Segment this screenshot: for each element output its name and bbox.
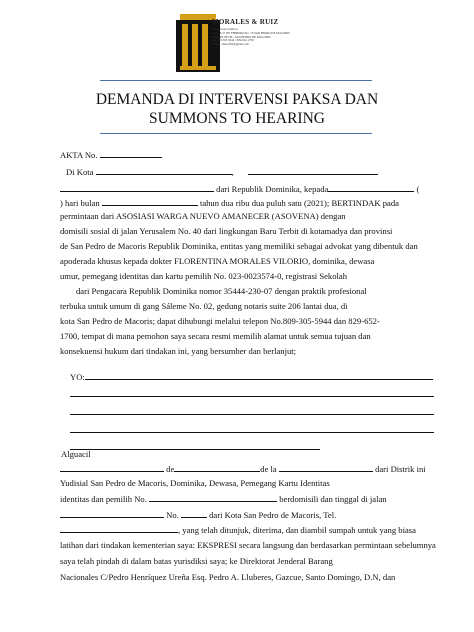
blank[interactable] (102, 197, 198, 206)
kota-blank[interactable] (96, 166, 232, 175)
paragraph-line: konsekuensi hukum dari tindakan ini, yang bersumber dan berlanjut; (60, 346, 297, 356)
di-kota-line: Di Kota , (66, 166, 378, 178)
blank-rule[interactable] (70, 414, 434, 415)
title-rule-top (100, 80, 372, 81)
blank[interactable] (328, 183, 414, 192)
title-rule-bottom (100, 133, 372, 134)
blank[interactable] (60, 463, 164, 472)
letterhead (212, 18, 332, 47)
blank-rule[interactable] (70, 396, 434, 397)
firm-name: MORALES & RUIZ (212, 18, 279, 26)
letterhead-line: Consultores Jurídicos (212, 27, 238, 31)
yo-label: YO: (70, 372, 85, 382)
blank[interactable] (279, 463, 373, 472)
street-blank[interactable] (60, 509, 164, 518)
body-line: identitas dan pemilih No. berdomisili dan tinggal di jalan (60, 494, 387, 504)
letterhead-line: TERCER NIVEL, SAN PEDRO DE MACORIS (212, 34, 271, 39)
document-title-line-2: SUMMONS TO HEARING (149, 110, 325, 127)
alguacil-label: Alguacil (61, 449, 91, 459)
letterhead-line: E-mail: abuso305@gmail.com (212, 42, 249, 47)
akta-line (60, 149, 162, 161)
di-kota-label: Di Kota (66, 167, 94, 177)
body-line: dari Republik Dominika, kepada ( (60, 183, 419, 195)
letterhead-line: Tel. 809-305-5944 / 829-652-1700 (212, 38, 254, 43)
paragraph-line: permintaan dari ASOSIASI WARGA NUEVO AMANECER (ASOVENA) dengan (60, 211, 346, 221)
paragraph-line: terbuka untuk umum di gang Sáleme No. 02, gedung notaris suite 206 lantai dua, di (60, 301, 348, 311)
letterhead-line: CALLE 27 DE FEBRERO No. 70 SAN PEDRO DE MACORIS (212, 30, 290, 35)
akta-label: AKTA No. (60, 150, 98, 160)
body-line: saya telah pindah di dalam batas yurisdiksi saya; ke Direktorat Jenderal Barang (60, 556, 333, 566)
paragraph-line: umur, pemegang identitas dan kartu pemilih No. 023-0023574-0, registrasi Sekolah (60, 271, 348, 281)
paragraph-line: dari Pengacara Republik Dominika nomor 35444-230-07 dengan praktik profesional (76, 286, 367, 296)
number-blank[interactable] (181, 509, 207, 518)
date-blank[interactable] (248, 166, 378, 175)
body-line: Nacionales C/Pedro Henríquez Ureña Esq. Pedro A. Lluberes, Gazcue, Santo Domingo, D.N, dan (60, 572, 396, 582)
blank-rule[interactable] (70, 449, 320, 450)
body-line: ) hari bulan tahun dua ribu dua puluh satu (2021); BERTINDAK pada (60, 198, 399, 208)
akta-number-blank[interactable] (100, 149, 162, 158)
paragraph-line: de San Pedro de Macoris Republik Dominika, entitas yang memiliki sebagai advokat yang dibentuk dan (60, 241, 418, 251)
blank[interactable] (60, 183, 214, 192)
yo-blank[interactable] (85, 371, 433, 380)
phone-blank[interactable] (60, 524, 178, 533)
blank[interactable] (174, 463, 260, 472)
body-line: Yudisial San Pedro de Macoris, Dominika, Dewasa, Pemegang Kartu Identitas (60, 478, 330, 488)
body-line: latihan dari tindakan kementerian saya: EKSPRESI secara langsung dan berdasarkan permintaan sebelumnya (60, 540, 436, 550)
paragraph-line: domisili sosial di jalan Yerusalem No. 40 dari lingkungan Baru Terbit di kotamadya dan provinsi (60, 226, 393, 236)
paragraph-line: apoderada khusus kepada dokter FLORENTINA MORALES VILORIO, dominika, dewasa (60, 256, 375, 266)
body-line: No. dari Kota San Pedro de Macoris, Tel. (60, 509, 336, 521)
yo-line (70, 371, 433, 383)
body-line: , yang telah ditunjuk, diterima, dan diambil sumpah untuk yang biasa (60, 524, 416, 536)
blank-rule[interactable] (70, 432, 434, 433)
id-number-blank[interactable] (149, 493, 277, 502)
paragraph-line: kota San Pedro de Macoris; dapat dihubungi melalui telepon No.809-305-5944 dan 829-652- (60, 316, 380, 326)
alguacil-line: de de la dari Distrik ini (60, 463, 426, 475)
document-title-line-1: DEMANDA DI INTERVENSI PAKSA DAN (95, 91, 379, 108)
paragraph-line: 1700, tempat di mana pemohon saya secara resmi memilih alamat untuk semua tujuan dan (60, 331, 371, 341)
